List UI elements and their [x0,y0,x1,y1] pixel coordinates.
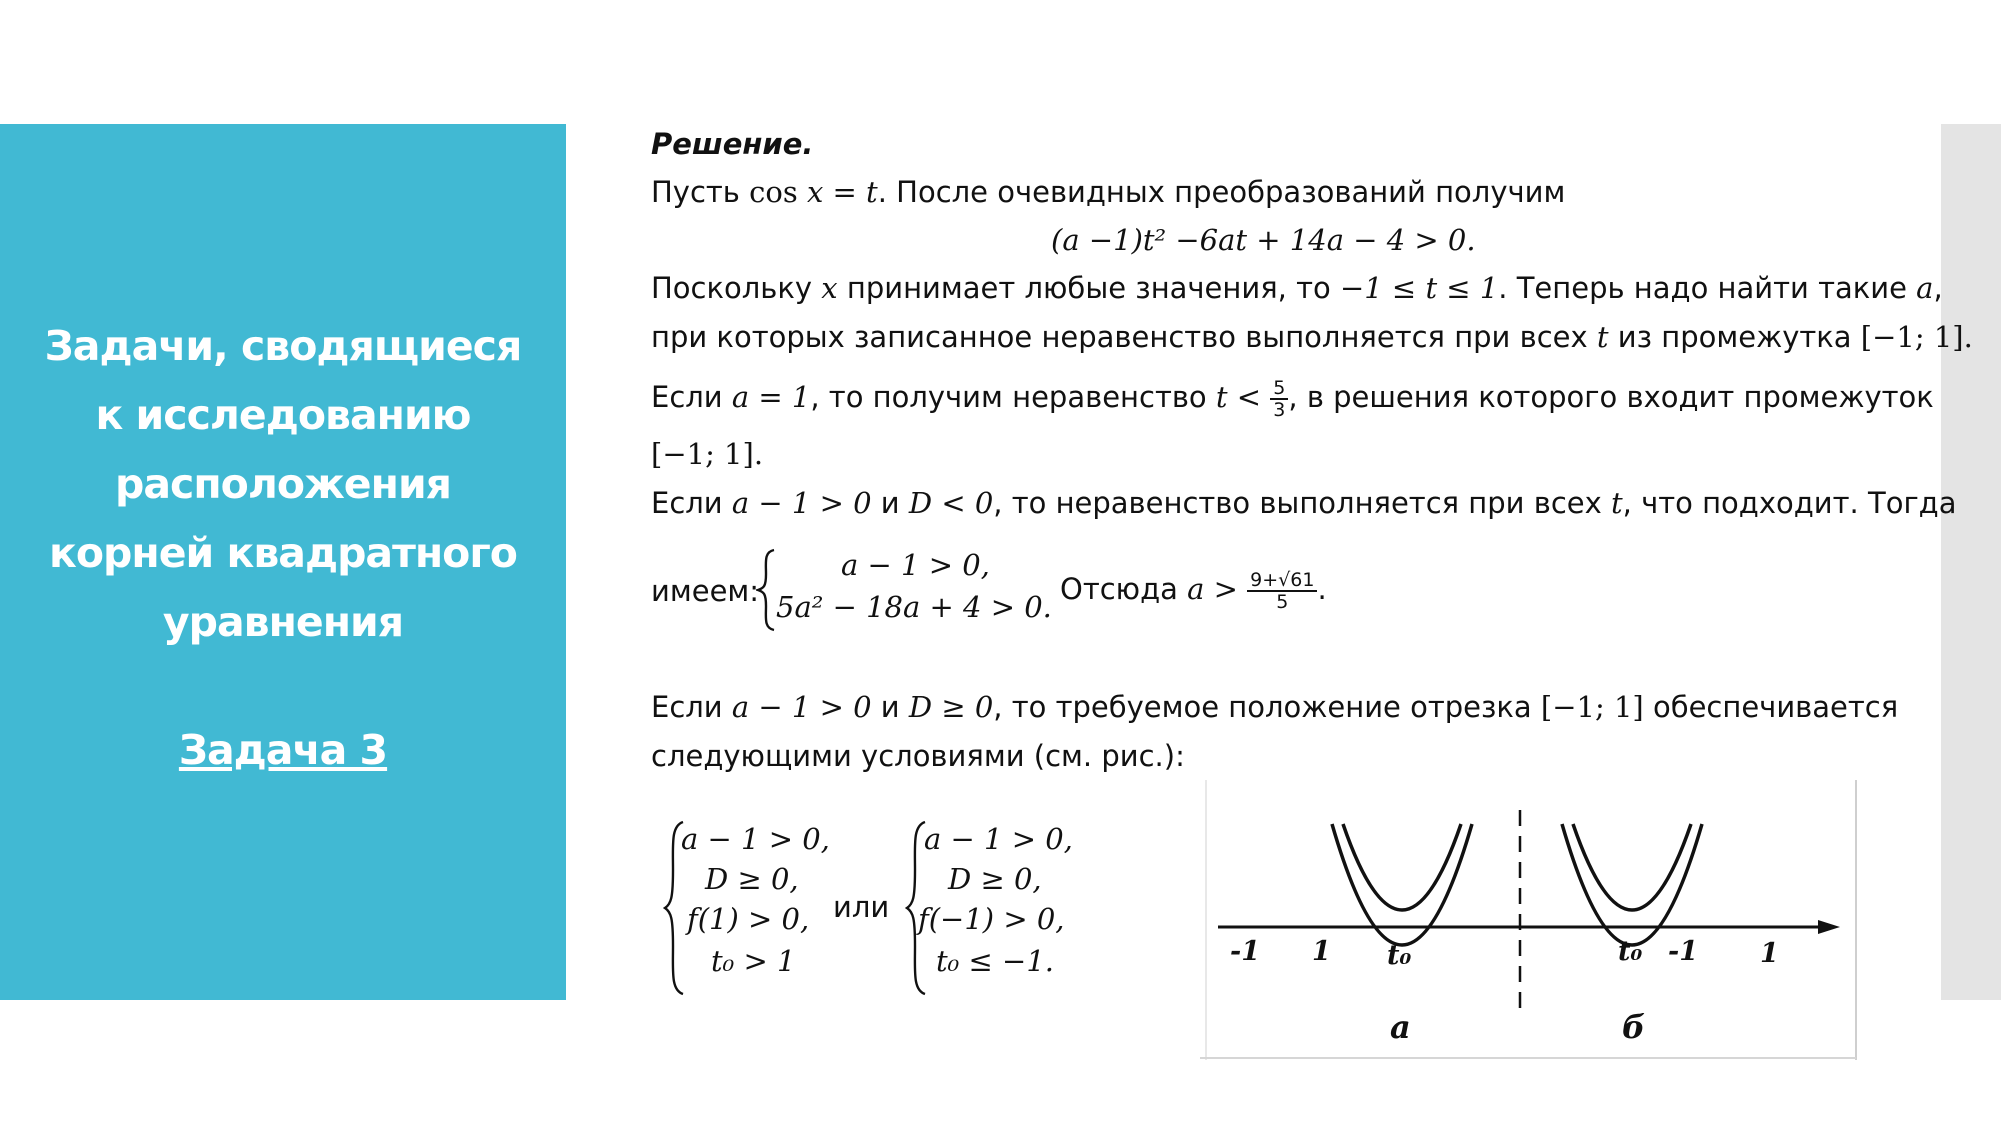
parabola-b-inner [1573,824,1691,910]
label-b-one: 1 [1760,938,1779,969]
label-a-minus-one: -1 [1230,936,1260,967]
label-a-one: 1 [1312,936,1331,967]
fraction-five-thirds: $\frac{5}{3}$ [1270,378,1288,420]
solution-line-6: [−1; 1]. [651,437,764,471]
solution-line-9: Если a − 1 > 0 и D ≥ 0, то требуемое положение отрезка [−1; 1] обеспечивается [651,690,1899,724]
solution-line-10: следующими условиями (см. рис.): [651,739,1185,773]
caption-a: а [1390,1008,1411,1046]
solution-line-8-label: имеем: [651,574,760,608]
title-line: расположения [115,460,451,508]
axis-arrow-icon [1818,920,1840,934]
label-b-t0: t₀ [1618,936,1643,967]
or-label: или [833,890,890,924]
solution-heading: Решение. [651,127,814,161]
caption-b: б [1622,1008,1646,1046]
task-3-link[interactable]: Задача 3 [178,726,388,774]
solution-line-8-result: Отсюда a > $\frac{9+√61}{5}$ . [1060,569,1327,613]
title-line: к исследованию [95,391,471,439]
title-panel [0,124,566,1000]
title-line: Задачи, сводящиеся [44,322,522,370]
label-b-minus-one: -1 [1668,936,1698,967]
main-inequality: (a −1)t² −6at + 14a − 4 > 0. [1051,223,1476,257]
solution-line-3: Поскольку x принимает любые значения, то −1 ≤ t ≤ 1. Теперь надо найти такие a, [651,271,1943,305]
right-accent-bar [1941,124,2001,1000]
solution-line-4: при которых записанное неравенство выполняется при всех t из промежутка [−1; 1]. [651,320,1973,354]
parabola-a-inner [1343,824,1461,910]
slide-title [0,312,566,657]
solution-line-7: Если a − 1 > 0 и D < 0, то неравенство выполняется при всех t, что подходит. Тогда [651,486,1957,520]
fraction-answer: $\frac{9+√61}{5}$ [1247,570,1317,612]
title-line: корней квадратного [49,529,517,577]
system-brace [756,548,778,632]
parabola-figure [1200,780,1858,1060]
solution-line-1: Пусть cos x = t. После очевидных преобразований получим [651,175,1566,209]
label-a-t0: t₀ [1387,940,1412,971]
solution-line-5: Если a = 1, то получим неравенство t < $\frac{5}{3}$ , в решения которого входит промежуток [651,377,1934,421]
title-line: уравнения [162,598,404,646]
